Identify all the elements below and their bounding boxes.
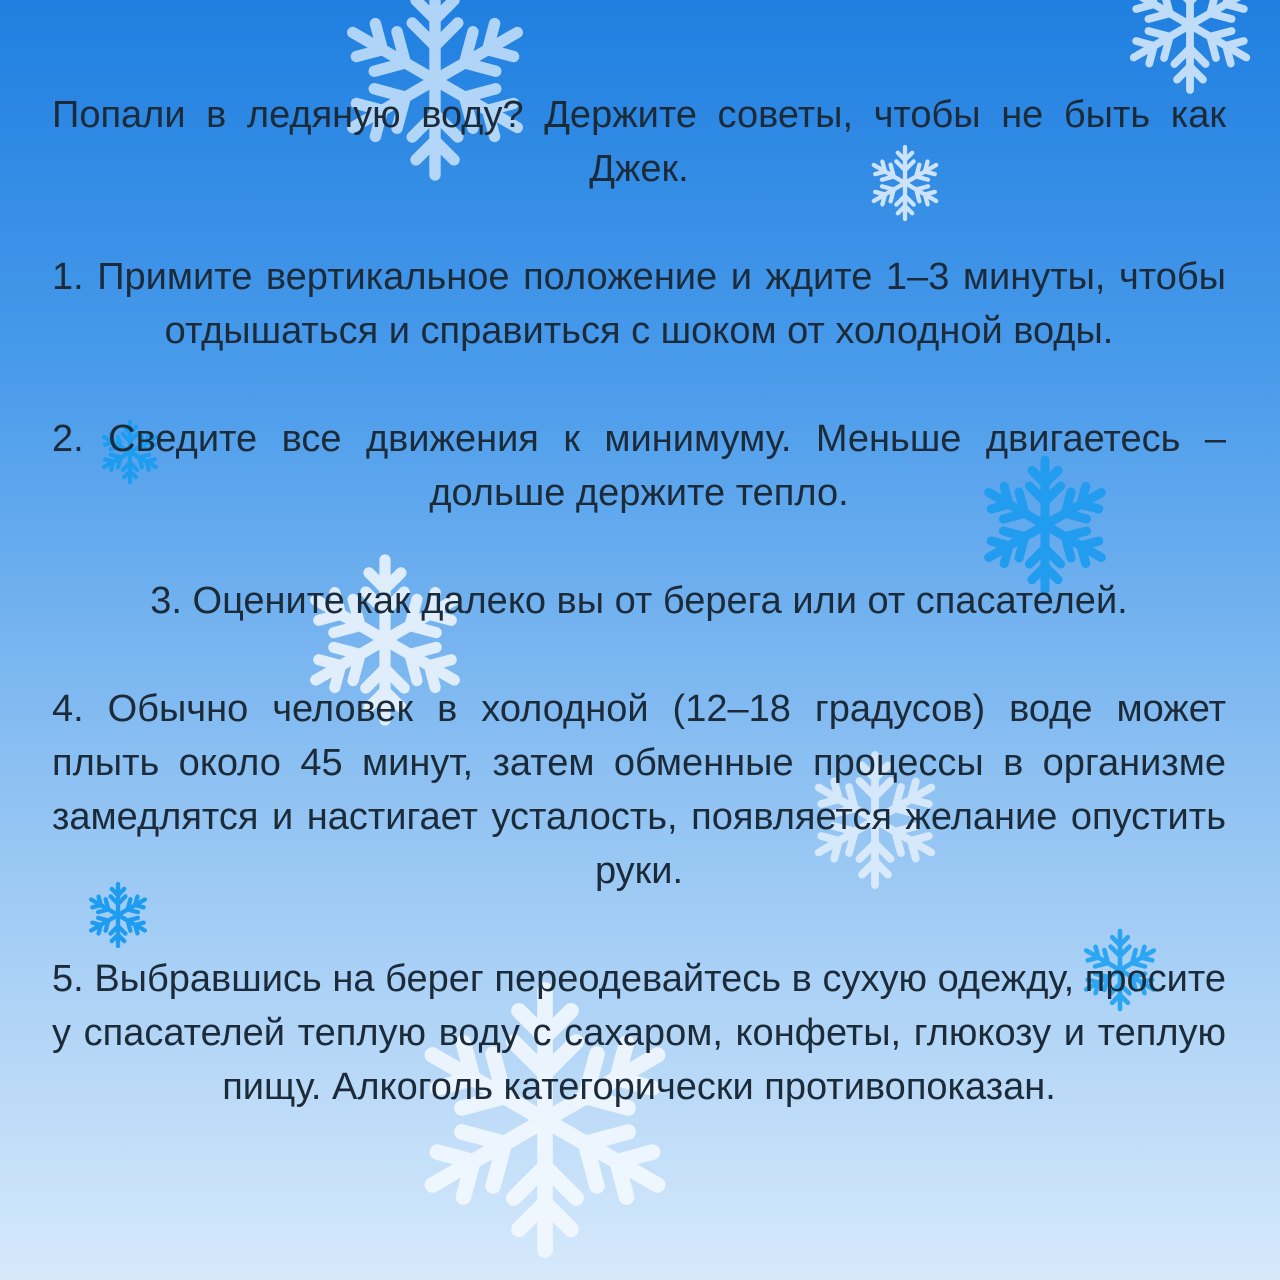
advice-text-block bbox=[52, 88, 1226, 1114]
tip-1: 1. Примите вертикальное положение и ждите 1–3 минуты, чтобы отдышаться и справиться с шоком от холодной воды. bbox=[52, 256, 1226, 352]
intro-text: Попали в ледяную воду? Держите советы, чтобы не быть как Джек. bbox=[52, 94, 1226, 190]
tip-4: 4. Обычно человек в холодной (12–18 градусов) воде может плыть около 45 минут, затем обменные процессы в организме замедлятся и настигает усталость, появляется желание опустить руки. bbox=[52, 688, 1226, 892]
tip-5: 5. Выбравшись на берег переодевайтесь в сухую одежду, просите у спасателей теплую воду с сахаром, конфеты, глюкозу и теплую пищу. Алкоголь категорически противопоказан. bbox=[52, 958, 1226, 1108]
snowflake-icon bbox=[1126, 0, 1254, 90]
tip-3: 3. Оцените как далеко вы от берега или от спасателей. bbox=[150, 580, 1128, 622]
tip-2: 2. Сведите все движения к минимуму. Меньше двигаетесь – дольше держите тепло. bbox=[52, 418, 1226, 514]
